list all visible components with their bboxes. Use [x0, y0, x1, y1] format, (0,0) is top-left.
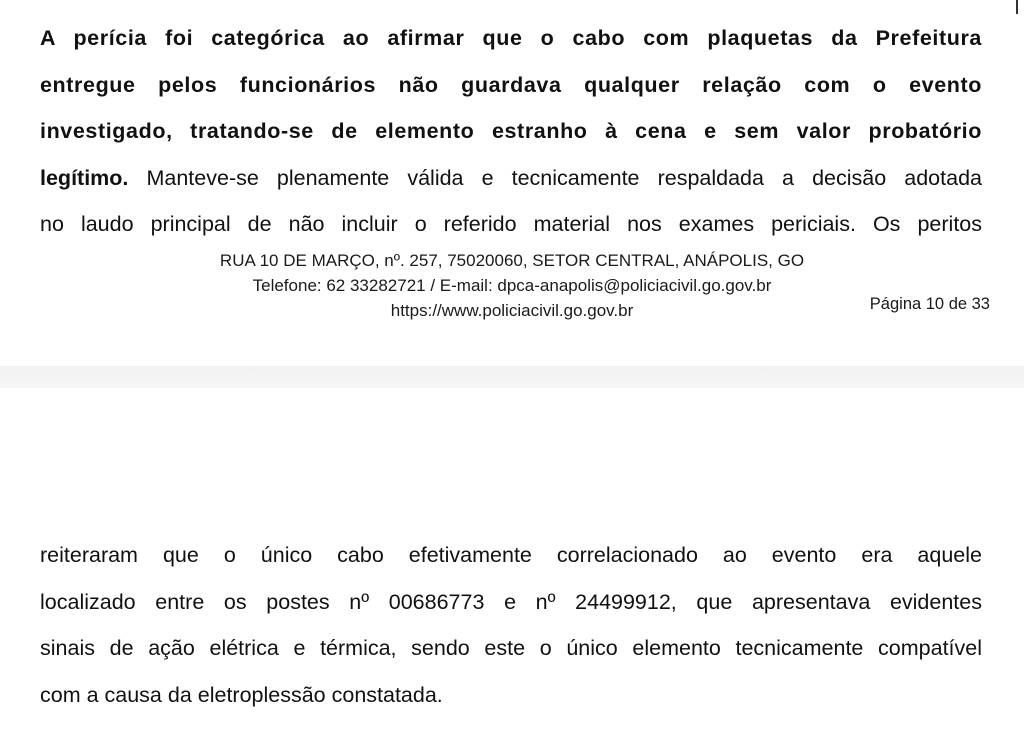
text-line: com a causa da eletroplessão constatada.	[40, 682, 443, 707]
paragraph-continuation	[40, 532, 982, 718]
footer-website: https://www.policiacivil.go.gov.br	[390, 301, 634, 320]
page-edge-mark	[1016, 0, 1018, 14]
text-line-mixed	[40, 155, 982, 202]
text-line: A perícia foi categórica ao afirmar que o cabo com plaquetas da Prefeitura	[40, 26, 982, 50]
text-line: no laudo principal de não incluir o referido material nos exames periciais. Os peritos	[40, 212, 982, 236]
text-line: reiteraram que o único cabo efetivamente correlacionado ao evento era aquele	[40, 543, 982, 567]
text-line: investigado, tratando-se de elemento estranho à cena e sem valor probatório	[40, 119, 982, 143]
text-regular-fragment: Manteve-se plenamente válida e tecnicamente respaldada a decisão adotada	[128, 165, 982, 190]
paragraph-expert-findings	[40, 15, 982, 248]
footer-contact: Telefone: 62 33282721 / E-mail: dpca-anapolis@policiacivil.go.gov.br	[252, 276, 772, 295]
text-bold-fragment: legítimo.	[40, 165, 129, 190]
text-line: sinais de ação elétrica e térmica, sendo este o único elemento tecnicamente compatível	[40, 636, 982, 660]
text-line: localizado entre os postes nº 00686773 e nº 24499912, que apresentava evidentes	[40, 589, 982, 614]
page-number: Página 10 de 33	[869, 295, 990, 313]
footer-address: RUA 10 DE MARÇO, nº. 257, 75020060, SETOR CENTRAL, ANÁPOLIS, GO	[219, 251, 805, 270]
text-line: entregue pelos funcionários não guardava qualquer relação com o evento	[40, 72, 982, 97]
page-separator	[0, 366, 1024, 388]
